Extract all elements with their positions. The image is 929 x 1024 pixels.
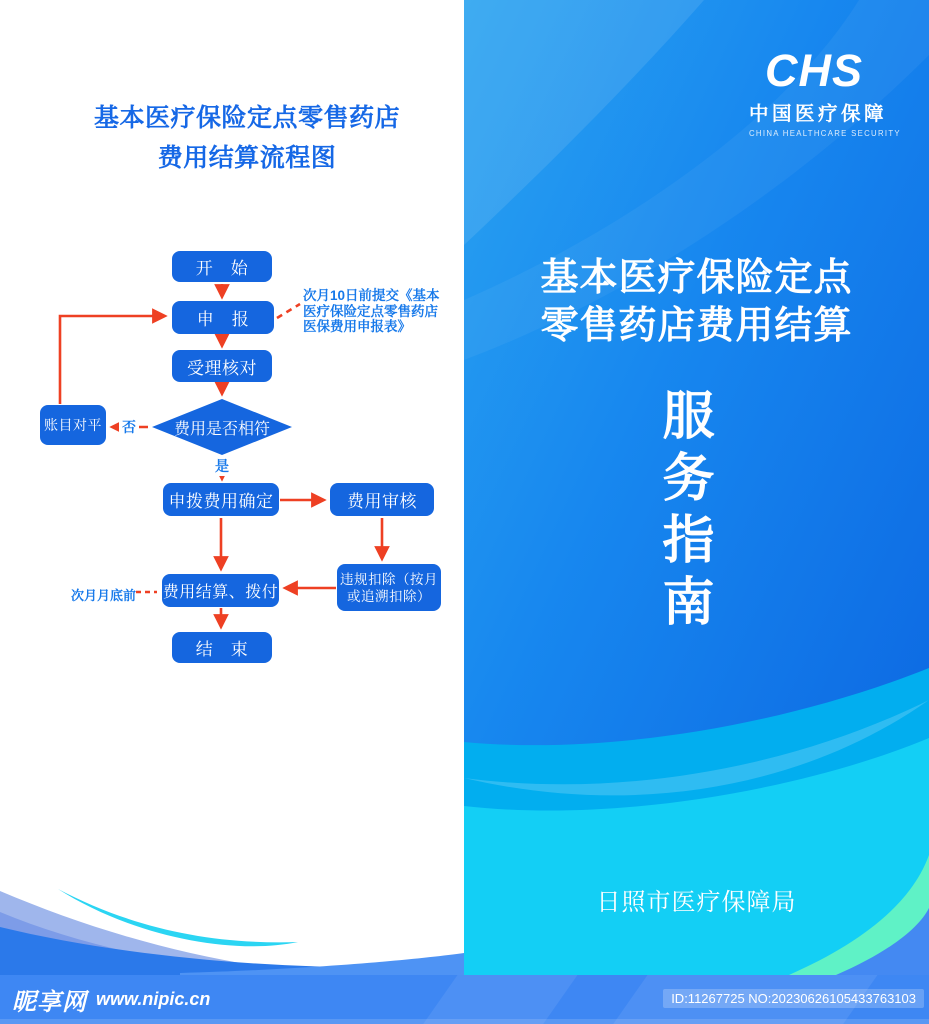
chs-logo-name-cn: 中国医疗保障 <box>749 103 888 125</box>
flow-node-review: 受理核对 <box>172 350 272 382</box>
vertical-title-char: 务 <box>662 450 715 508</box>
flow-node-balance: 账目对平 <box>40 405 106 445</box>
flow-node-settle: 费用结算、拨付 <box>162 574 279 607</box>
bar-streak-decoration <box>415 975 584 1024</box>
chs-logo-acronym: CHS <box>764 45 863 96</box>
cover-title <box>464 254 929 350</box>
watermark-bar <box>0 975 929 1024</box>
flow-node-audit: 费用审核 <box>330 483 434 516</box>
cover-vertical-title <box>464 386 913 634</box>
left-bottom-wave-decoration <box>0 855 464 975</box>
watermark-id: ID:11267725 NO:20230626105433763103 <box>663 989 924 1008</box>
chs-logo <box>749 45 901 138</box>
flow-node-deduct-line1: 违规扣除（按月 <box>340 571 438 587</box>
flowchart-title-line2: 费用结算流程图 <box>157 144 337 172</box>
dashed-line-declare-note <box>277 304 300 318</box>
flow-node-deduct <box>337 564 441 611</box>
declare-deadline-note <box>303 288 440 335</box>
declare-note-line1: 次月10日前提交《基本 <box>303 288 440 303</box>
chs-logo-name-en: CHINA HEALTHCARE SECURITY <box>749 129 901 138</box>
cover-title-line2: 零售药店费用结算 <box>540 305 853 347</box>
nipic-site-url: www.nipic.cn <box>96 989 211 1009</box>
cover-panel <box>464 0 929 975</box>
flowchart-panel <box>0 0 464 975</box>
vertical-title-char: 指 <box>662 512 715 570</box>
cover-title-line1: 基本医疗保险定点 <box>540 257 853 299</box>
nipic-logo <box>12 975 210 1024</box>
arrow-balance-declare <box>60 316 163 404</box>
flow-node-decision: 费用是否相符 <box>173 420 270 438</box>
vertical-title-char: 服 <box>662 388 715 446</box>
flowchart-title-line1: 基本医疗保险定点零售药店 <box>93 104 400 132</box>
declare-note-line3: 医保费用申报表》 <box>303 319 411 334</box>
branch-label-yes: 是 <box>212 456 232 476</box>
flow-node-allocate: 申拨费用确定 <box>163 483 279 516</box>
settle-deadline-note: 次月月底前 <box>71 588 137 603</box>
flow-node-deduct-line2: 或追溯扣除） <box>347 588 431 604</box>
flow-node-end: 结 束 <box>172 632 272 663</box>
flow-node-start: 开 始 <box>172 251 272 282</box>
flow-node-declare: 申 报 <box>172 301 274 334</box>
declare-note-line2: 医疗保险定点零售药店 <box>303 303 438 319</box>
vertical-title-char: 南 <box>662 574 715 632</box>
branch-label-no: 否 <box>119 417 139 437</box>
nipic-site-name: 昵享网 <box>12 989 87 1016</box>
organization-name: 日照市医疗保障局 <box>596 889 797 916</box>
